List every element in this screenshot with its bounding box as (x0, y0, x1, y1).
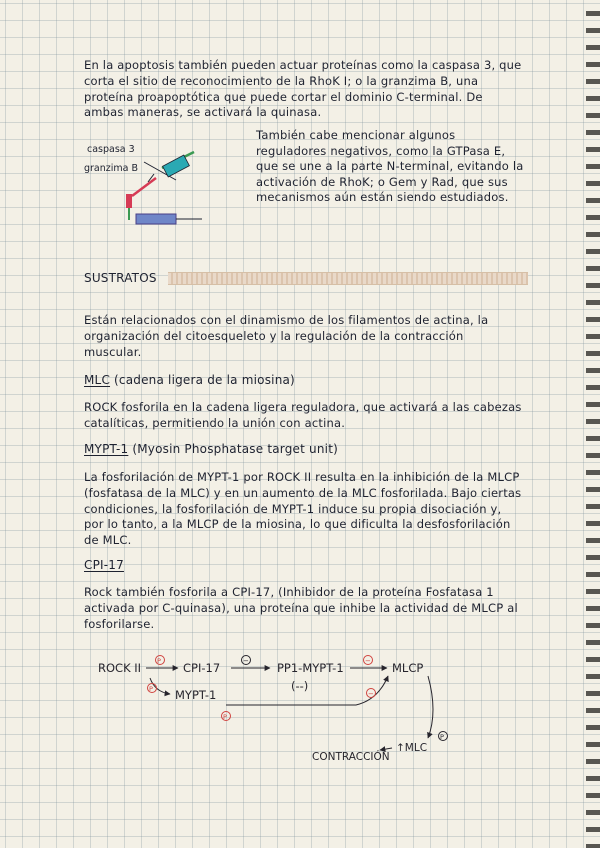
node-mlc: ↑MLC (396, 742, 428, 754)
label-granzima: granzima B (84, 163, 139, 174)
inhibit-label-mypt: − (368, 690, 374, 698)
node-cpi17: CPI-17 (183, 661, 221, 675)
cpi-paragraph: Rock también fosforila a CPI-17, (Inhibidor de la proteína Fosfatasa 1 activada por C-quinasa), una proteína que inhibe la actividad de MLCP al fosforilarse. (84, 585, 518, 631)
sustratos-paragraph: Están relacionados con el dinamismo de los filamentos de actina, la organización del citoesqueleto y la regulación de la contracción muscular. (84, 313, 489, 359)
arrow-mlc-contraccion (380, 748, 392, 750)
node-mlcp: MLCP (392, 661, 424, 675)
phospho-label-1: P (157, 657, 161, 665)
node-mypt1: MYPT-1 (175, 688, 217, 702)
mypt-subtitle: (Myosin Phosphatase target unit) (128, 442, 338, 456)
mlc-title: MLC (84, 373, 111, 387)
inhibition-mark: (--) (291, 679, 309, 693)
phospho-label-3: P (223, 713, 227, 721)
label-caspasa: caspasa 3 (87, 144, 135, 155)
mlc-paragraph: ROCK fosforila en la cadena ligera reguladora, que activará a las cabezas catalíticas, permitiendo la unión con actina. (84, 400, 522, 430)
node-contraccion: CONTRACCIÓN (312, 751, 390, 763)
inhibit-label-cpi: − (243, 657, 249, 665)
phospho-label-2: P (149, 685, 153, 693)
mypt-paragraph: La fosforilación de MYPT-1 por ROCK II resulta en la inhibición de la MLCP (fosfatasa de la MLC) y en un aumento de la MLC fosforilada. Bajo ciertas condiciones, la fosforilación de MYPT-1 induce su propia disociación y, por lo tanto, a la MLCP de la miosina, lo que dificulta la desfosforilación de MLC. (84, 470, 522, 548)
phospho-label-mlc: P (440, 733, 444, 741)
arrow-rock-mypt (150, 678, 170, 694)
mypt-title: MYPT-1 (84, 442, 129, 456)
inhibit-label-pp1: − (365, 657, 371, 665)
node-rock: ROCK II (98, 661, 142, 675)
arrow-mlcp-mlc (428, 676, 433, 738)
sustratos-heading: SUSTRATOS (84, 271, 157, 285)
cpi-title: CPI-17 (84, 558, 124, 572)
side-paragraph: También cabe mencionar algunos reguladores negativos, como la GTPasa E, que se une a la parte N-terminal, evitando la activación de RhoK; o Gem y Rad, que sus mecanismos aún están siendo estudiados. (256, 128, 524, 205)
intro-paragraph: En la apoptosis también pueden actuar proteínas como la caspasa 3, que corta el sitio de reconocimiento de la RhoK I; o la granzima B, una proteína proapoptótica que puede cortar el dominio C-terminal. De ambas maneras, se activará la quinasa. (84, 58, 522, 120)
mlc-subtitle: (cadena ligera de la miosina) (110, 373, 295, 387)
node-pp1-mypt1: PP1-MYPT-1 (277, 661, 344, 675)
